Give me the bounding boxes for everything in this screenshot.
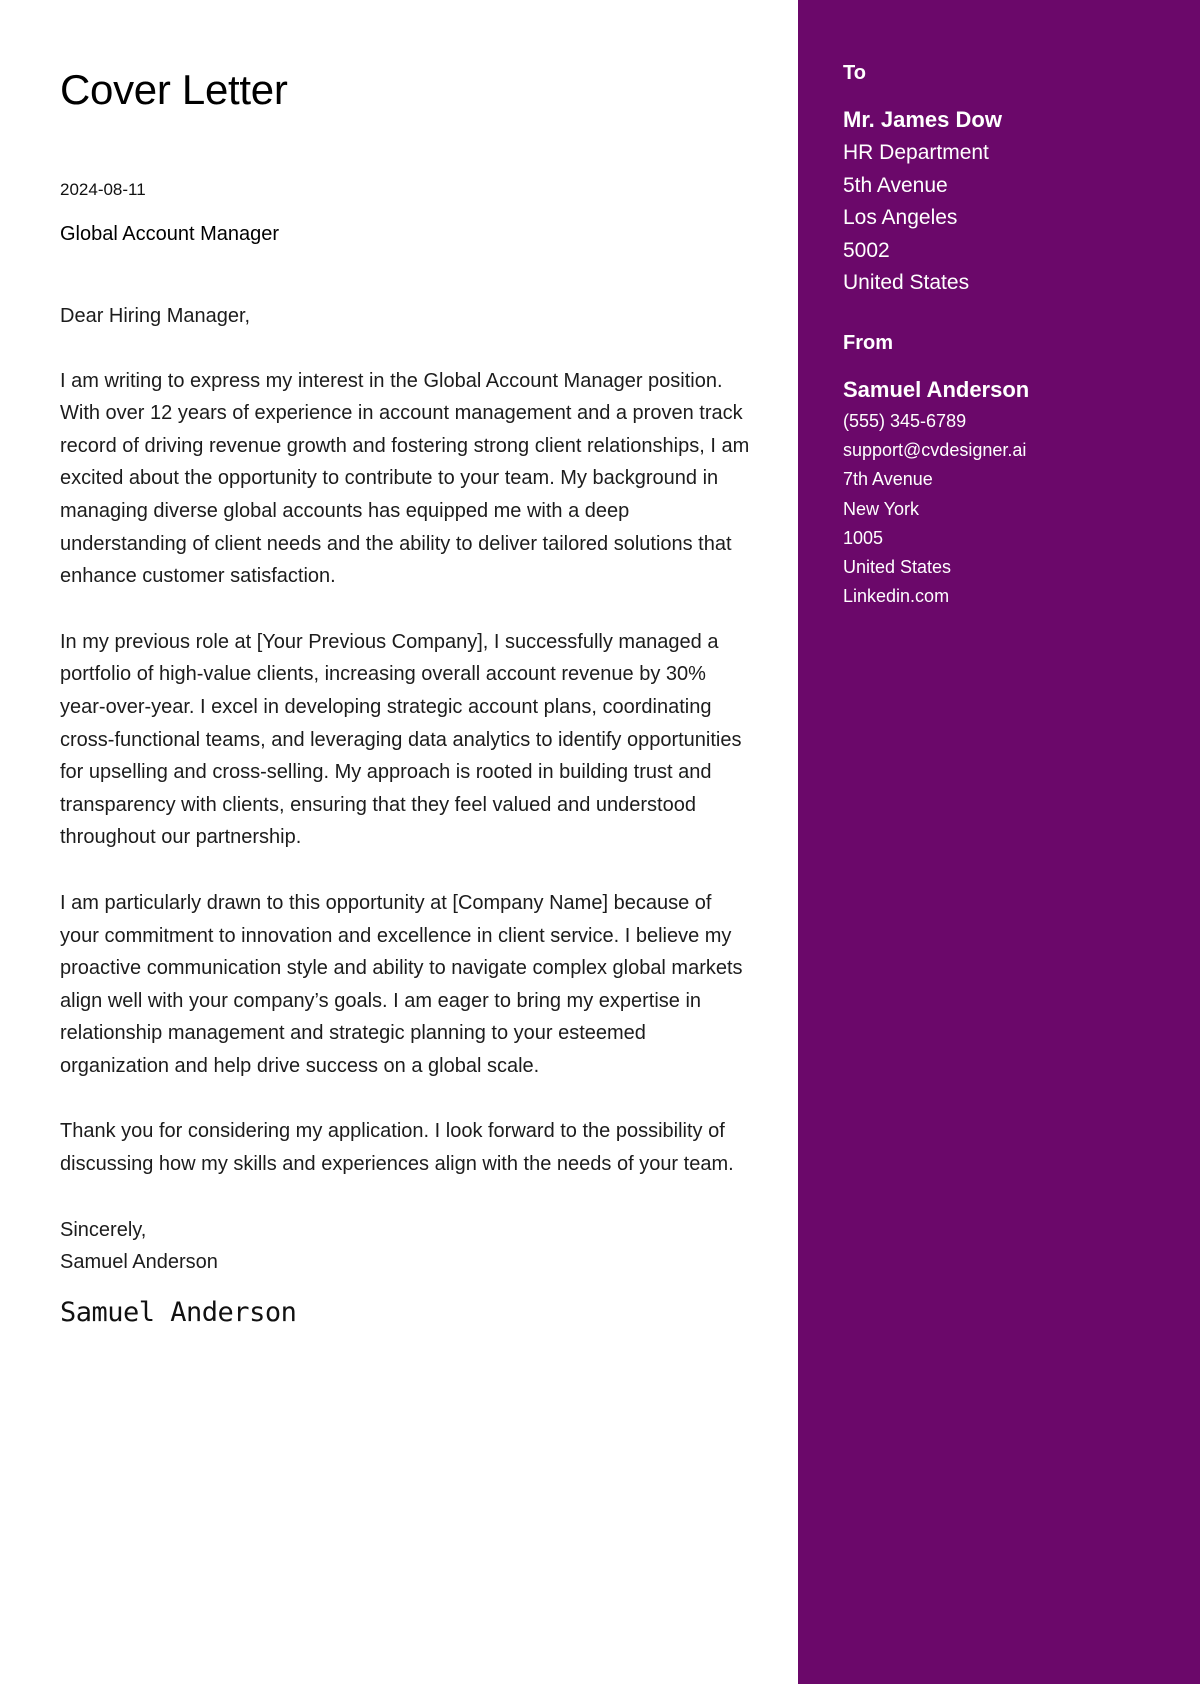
job-title: Global Account Manager bbox=[60, 223, 280, 245]
contact-sidebar bbox=[798, 0, 1200, 1684]
handwritten-signature: Samuel Anderson bbox=[60, 1296, 297, 1328]
sender-phone: (555) 345-6789 bbox=[843, 411, 967, 431]
salutation: Dear Hiring Manager, bbox=[60, 305, 251, 327]
sender-contact bbox=[843, 407, 1026, 611]
sender-name: Samuel Anderson bbox=[843, 377, 1030, 402]
recipient-country: United States bbox=[843, 271, 970, 295]
sender-email: support@cvdesigner.ai bbox=[843, 440, 1027, 461]
sender-country: United States bbox=[843, 557, 952, 578]
recipient-postal-code: 5002 bbox=[843, 238, 890, 262]
body-paragraph-4: Thank you for considering my application. I look forward to the possibility of discussing how my skills and experiences align with the needs of your team. bbox=[60, 1120, 734, 1176]
recipient-department: HR Department bbox=[843, 141, 989, 164]
closing: Sincerely, bbox=[60, 1218, 147, 1241]
body-paragraph-2: In my previous role at [Your Previous Company], I successfully managed a portfolio of high-value clients, increasing overall account revenue by 30% year-over-year. I excel in developing strategic account plans, coordinating cross-functional teams, and leveraging data analytics to identify opportunities for upselling and cross-selling. My approach is rooted in building trust and transparency with clients, ensuring that they feel valued and understood throughout our partnership. bbox=[60, 630, 742, 849]
letter-date: 2024-08-11 bbox=[60, 180, 146, 199]
recipient-address bbox=[843, 137, 989, 300]
body-paragraph-1: I am writing to express my interest in the Global Account Manager position. With over 12 years of experience in account management and a proven track record of driving revenue growth and fostering strong client relationships, I am excited about the opportunity to contribute to your team. My background in managing diverse global accounts has equipped me with a deep understanding of client needs and the ability to deliver tailored solutions that enhance customer satisfaction. bbox=[60, 369, 750, 588]
to-section-label: To bbox=[843, 62, 866, 84]
sender-postal-code: 1005 bbox=[843, 527, 884, 548]
from-section-label: From bbox=[843, 332, 893, 354]
sender-linkedin: Linkedin.com bbox=[843, 586, 950, 607]
letter-body bbox=[60, 300, 750, 1329]
signer-name: Samuel Anderson bbox=[60, 1251, 218, 1274]
recipient-city: Los Angeles bbox=[843, 206, 958, 230]
recipient-street: 5th Avenue bbox=[843, 173, 948, 197]
sender-street: 7th Avenue bbox=[843, 469, 933, 490]
sender-city: New York bbox=[843, 498, 920, 519]
page-title: Cover Letter bbox=[60, 66, 288, 113]
body-paragraph-3: I am particularly drawn to this opportunity at [Company Name] because of your commitment to innovation and excellence in client service. I believe my proactive communication style and ability to navigate complex global markets align well with your company’s goals. I am eager to bring my expertise in relationship management and strategic planning to your esteemed organization and help drive success on a global scale. bbox=[60, 891, 743, 1077]
recipient-name: Mr. James Dow bbox=[843, 107, 1002, 132]
